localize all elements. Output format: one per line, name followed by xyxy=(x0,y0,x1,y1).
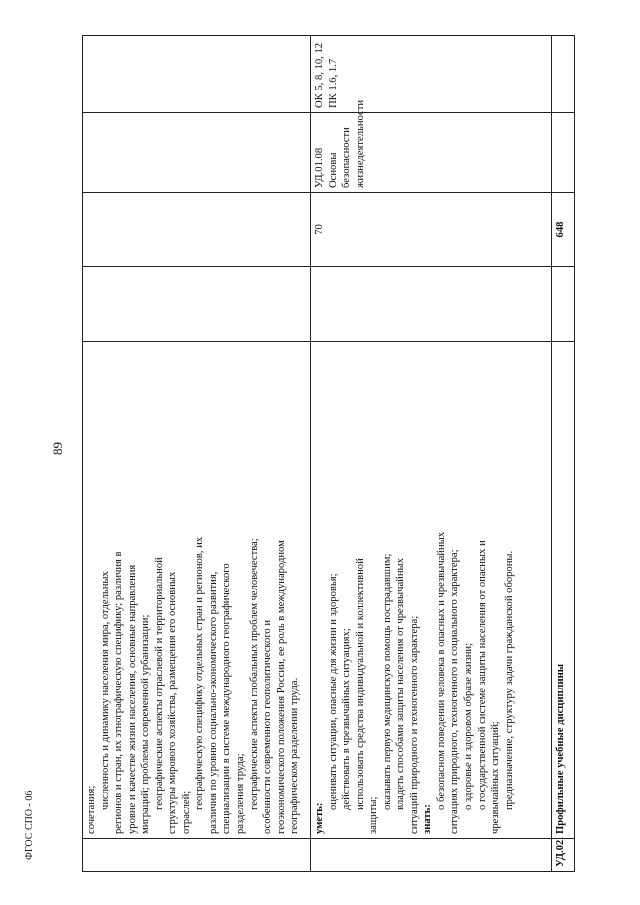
table-row xyxy=(552,36,575,872)
text-line: ситуациях природного, техногенного и социального характера; xyxy=(449,549,461,834)
text-line: географическую специфику отдельных стран и регионов, их xyxy=(194,536,206,810)
text-line: ситуаций природного и техногенного характера; xyxy=(408,615,420,834)
text-line: географическом разделении труда. xyxy=(289,677,301,834)
code-cell xyxy=(311,839,552,872)
empty-cell xyxy=(552,36,575,113)
text-line: о здоровье и здоровом образе жизни; xyxy=(463,642,475,810)
text-line: специализации в системе международного географического xyxy=(221,563,233,834)
table-row xyxy=(83,36,311,872)
text-line: структуры мирового хозяйства, размещения его основных xyxy=(167,571,179,834)
content-cell xyxy=(311,342,552,839)
text-line: географические аспекты глобальных проблем человечества; xyxy=(248,538,260,810)
text-line: миграций; проблемы современной урбанизации; xyxy=(140,614,152,834)
text-line: оказывать первую медицинскую помощь пострадавшим; xyxy=(381,553,393,810)
section-title: Профильные учебные дисциплины xyxy=(552,342,575,839)
page-number: 89 xyxy=(50,442,65,455)
text-line: использовать средства индивидуальной и коллективной xyxy=(354,558,366,810)
hours-cell: 648 xyxy=(552,193,575,267)
text-line: различия по уровню социально-экономического развития, xyxy=(207,571,219,834)
code-cell xyxy=(83,839,311,872)
text-line: регионов и стран, их этнографическую специфику; различия в xyxy=(113,551,125,834)
table-row xyxy=(311,36,552,872)
umet-label: уметь: xyxy=(314,802,325,834)
footer-code: ФГОС СПО - 06 xyxy=(24,790,35,860)
empty-cell xyxy=(83,36,311,113)
text-line: о государственной системе защиты населения от опасных и xyxy=(476,540,488,810)
text-line: разделения труда; xyxy=(235,753,247,834)
code-cell: УД.02. xyxy=(552,839,575,872)
empty-cell xyxy=(83,193,311,267)
text-line: особенности современного геополитического и xyxy=(262,619,274,834)
text-line: защиты; xyxy=(368,796,380,834)
content-cell xyxy=(83,342,311,839)
hours-cell: 70 xyxy=(311,193,552,267)
text-line: сочетания; xyxy=(86,785,97,834)
curriculum-table xyxy=(82,35,575,872)
text-line: отраслей; xyxy=(180,790,192,834)
text-line: действовать в чрезвычайных ситуациях; xyxy=(341,628,353,810)
text-line: о безопасном поведении человека в опасных и чрезвычайных xyxy=(435,531,447,810)
text-line: географические аспекты отраслевой и территориальной xyxy=(153,557,165,810)
text-line: чрезвычайных ситуаций; xyxy=(490,721,502,834)
empty-cell xyxy=(552,267,575,342)
text-line: оценивать ситуации, опасные для жизни и здоровья; xyxy=(327,573,339,810)
empty-cell xyxy=(83,267,311,342)
empty-cell xyxy=(83,113,311,193)
competencies-cell: ОК 5, 8, 10, 12 ПК 1.6, 1.7 xyxy=(311,36,552,113)
text-line: владеть способами защиты населения от чрезвычайных xyxy=(395,558,407,810)
text-line: геоэкономического положения России, ее роль в международном xyxy=(275,540,287,834)
znat-label: знать: xyxy=(422,804,434,834)
text-line: численность и динамику населения мира, отдельных xyxy=(99,571,111,810)
empty-cell xyxy=(552,113,575,193)
text-line: предназначение, структуру задачи гражданской обороны. xyxy=(503,550,515,810)
text-line: уровне и качестве жизни населения, основные направления xyxy=(126,564,138,834)
empty-cell xyxy=(311,267,552,342)
curriculum-table-sheet xyxy=(82,36,574,872)
discipline-cell: УД.01.08 Основы безопасности жизнедеятельности xyxy=(311,113,552,193)
